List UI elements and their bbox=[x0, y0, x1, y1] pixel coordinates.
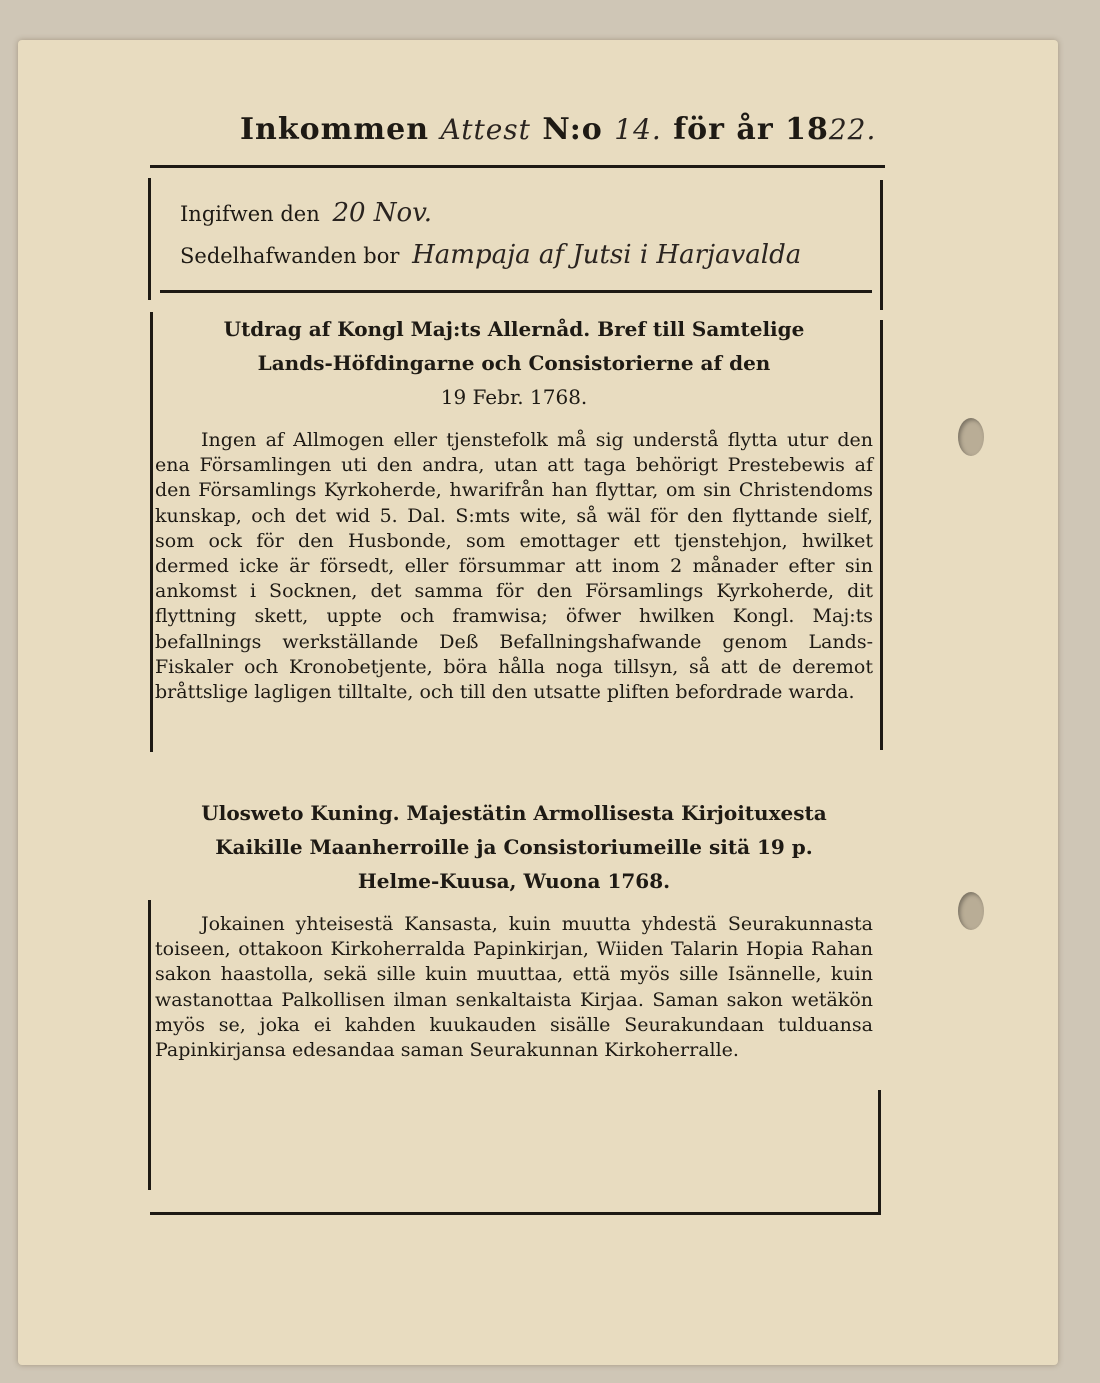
finnish-heading-3: Helme-Kuusa, Wuona 1768. bbox=[357, 869, 671, 893]
ingifwen-value: 20 Nov. bbox=[332, 198, 433, 228]
frame-right-middle bbox=[880, 320, 883, 750]
punch-hole-top bbox=[958, 418, 984, 456]
finnish-heading-1: Ulosweto Kuning. Majestätin Armollisesta Kirjoituxesta bbox=[201, 801, 827, 825]
punch-hole-bottom bbox=[958, 892, 984, 930]
ingifwen-row bbox=[180, 198, 432, 228]
frame-right-lower bbox=[878, 1090, 881, 1215]
title-handwritten-type: Attest bbox=[440, 113, 531, 146]
frame-left-middle bbox=[150, 312, 153, 752]
title-handwritten-year: 22. bbox=[828, 113, 877, 146]
sedelhafwanden-label: Sedelhafwanden bor bbox=[180, 244, 400, 268]
finnish-heading-2: Kaikille Maanherroille ja Consistoriumeille sitä 19 p. bbox=[215, 835, 813, 859]
rule-fields bbox=[160, 290, 872, 293]
sedelhafwanden-row bbox=[180, 240, 801, 270]
swedish-heading-3: 19 Febr. 1768. bbox=[440, 385, 588, 409]
finnish-body: Jokainen yhteisestä Kansasta, kuin muutta yhdestä Seurakunnasta toiseen, ottakoon Kirkoherralda Papinkirjan, Wiiden Talarin Hopia Rahan sakon haastolla, sekä sille kuin muuttaa, että myös sille Isännelle, kuin wastanottaa Palkollisen ilman senkaltaista Kirjaa. Saman sakon wetäkön myös se, joka ei kahden kuukauden sisälle Seurakundaan tulduansa Papinkirjansa edesandaa saman Seurakunnan Kirkoherralle. bbox=[155, 913, 873, 1062]
frame-left-lower bbox=[148, 900, 151, 1190]
frame-left-upper bbox=[148, 178, 151, 300]
title-number-label: N:o bbox=[542, 112, 603, 147]
swedish-heading-2: Lands-Höfdingarne och Consistorierne af den bbox=[257, 351, 771, 375]
title-year-label: för år 18 bbox=[673, 112, 829, 147]
sedelhafwanden-value: Hampaja af Jutsi i Harjavalda bbox=[412, 240, 802, 270]
rule-bottom bbox=[150, 1212, 880, 1215]
swedish-section bbox=[155, 312, 873, 724]
title-prefix: Inkommen bbox=[240, 112, 430, 147]
swedish-heading-1: Utdrag af Kongl Maj:ts Allernåd. Bref till Samtelige bbox=[223, 317, 805, 341]
rule-top bbox=[150, 165, 885, 168]
frame-right-upper bbox=[880, 180, 883, 310]
title-handwritten-number: 14. bbox=[614, 113, 662, 146]
ingifwen-label: Ingifwen den bbox=[180, 202, 320, 226]
document-title bbox=[240, 112, 876, 147]
finnish-section bbox=[155, 796, 873, 1082]
swedish-body: Ingen af Allmogen eller tjenstefolk må sig understå flytta utur den ena Församlingen uti den andra, utan att taga behörigt Prestebewis af den Församlings Kyrkoherde, hwarifrån han flyttar, om sin Christendoms kunskap, och det wid 5. Dal. S:mts wite, så wäl för den flyttande sielf, som ock för den Husbonde, som emottager ett tjenstehjon, hwilket dermed icke är försedt, eller försummar att inom 2 månader efter sin ankomst i Socknen, det samma för den Församlings Kyrkoherde, dit flyttning skett, uppte och framwisa; öfwer hwilken Kongl. Maj:ts befallnings werkställande Deß Befallningshafwande genom Lands-Fiskaler och Kronobetjente, böra hålla noga tillsyn, så att de deremot bråttslige lagligen tilltalte, och till den utsatte pliften befordrade warda. bbox=[155, 429, 873, 704]
